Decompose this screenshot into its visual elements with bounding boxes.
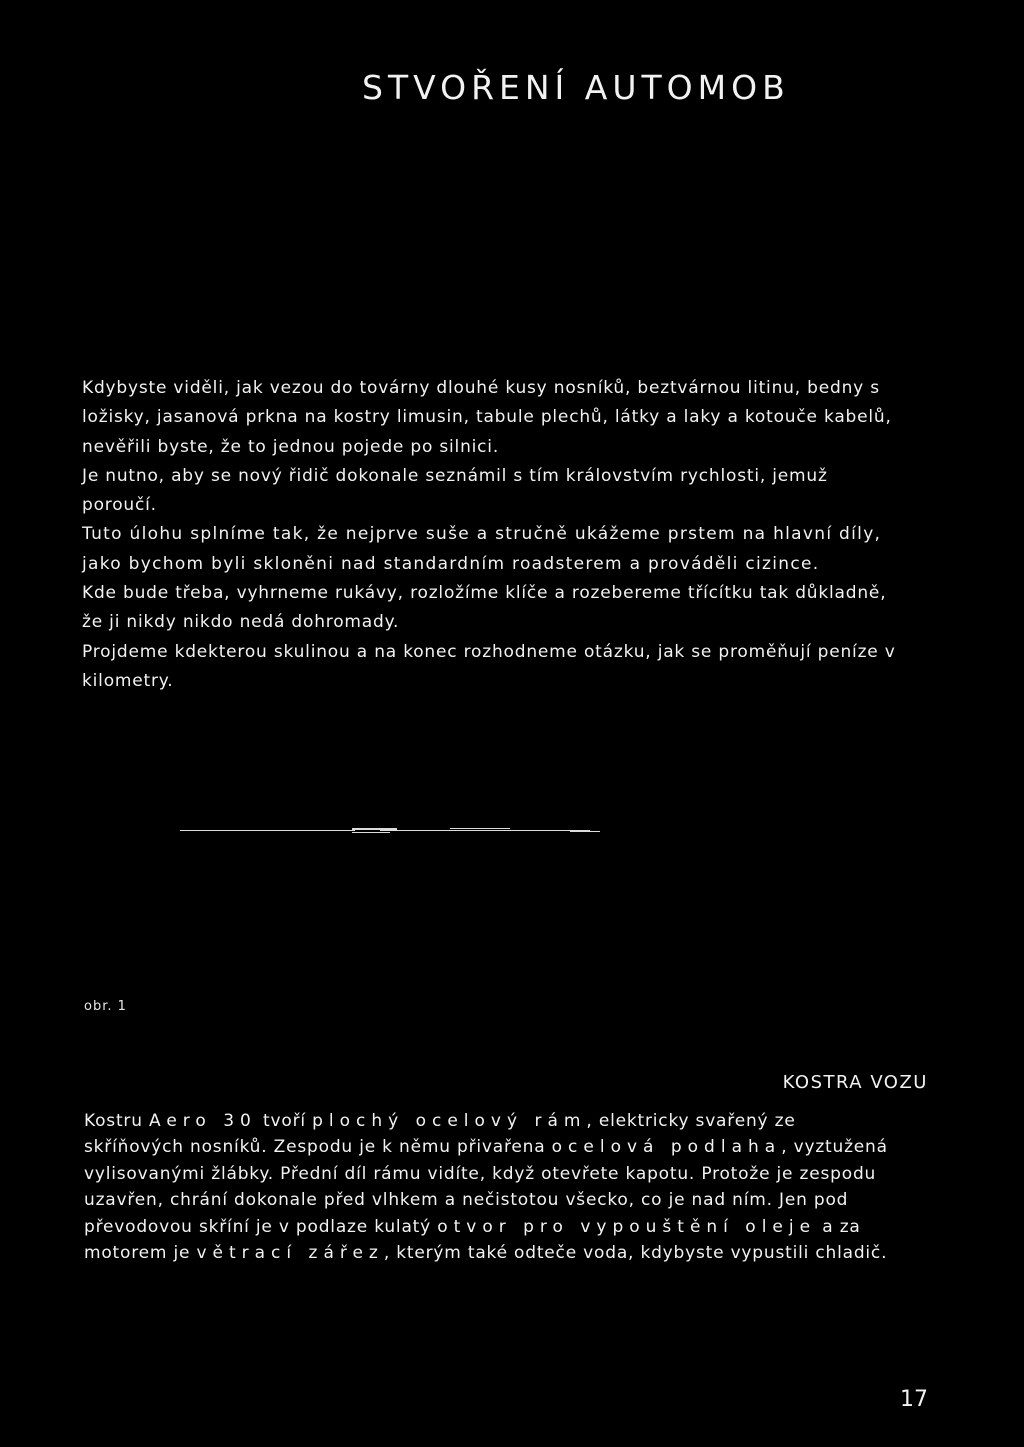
intro-paragraph: Je nutno, aby se nový řidič dokonale seznámil s tím královstvím rychlosti, jemuž poroučí. <box>82 465 828 516</box>
divider-line <box>352 832 390 833</box>
spaced-term: ocelová podlaha <box>551 1137 782 1158</box>
text-run: Kostru <box>84 1111 149 1131</box>
text-run: , elektricky svařený ze skříňových nosníků. Zespodu je k němu přivařena <box>84 1111 796 1158</box>
text-run: , kterým také odteče voda, kdybyste vypustili chladič. <box>383 1243 888 1264</box>
spaced-term: větrací zářez <box>196 1243 384 1264</box>
section-text <box>84 1108 896 1266</box>
page-title: STVOŘENÍ AUTOMOB <box>362 68 790 107</box>
section-heading: KOSTRA VOZU <box>782 1072 928 1093</box>
spaced-term: otvor pro vypouštění oleje <box>437 1216 817 1237</box>
text-run: tvoří <box>256 1111 313 1131</box>
figure-divider <box>180 825 600 841</box>
spaced-term: Aero 30 <box>149 1111 257 1131</box>
divider-line <box>380 830 590 831</box>
intro-paragraph: Kde bude třeba, vyhrneme rukávy, rozložíme klíče a rozebereme třícítku tak důkladně, že ji nikdy nikdo nedá dohromady. <box>82 583 887 633</box>
divider-line <box>180 830 355 831</box>
spaced-term: plochý ocelový rám <box>312 1111 587 1131</box>
intro-paragraph: Projdeme kdekterou skulinou a na konec rozhodneme otázku, jak se proměňují peníze v kilometry. <box>82 641 896 691</box>
intro-text <box>82 374 898 696</box>
divider-line <box>570 831 600 832</box>
intro-paragraph: Kdybyste viděli, jak vezou do továrny dlouhé kusy nosníků, beztvárnou litinu, bedny s ložisky, jasanová prkna na kostry limusin, tabule plechů, látky a laky a kotouče kabelů, nevěřili byste, že to jednou pojede po silnici. <box>82 378 892 457</box>
intro-paragraph: Tuto úlohu splníme tak, že nejprve suše a stručně ukážeme prstem na hlavní díly, jako bychom byli skloněni nad standardním roadsterem a prováděli cizince. <box>82 524 882 574</box>
text-run: , vyztužená vylisovanými žlábky. Přední díl rámu vidíte, když otevřete kapotu. Protože je zespodu uzavřen, chrání dokonale před vlhkem a nečistotou všecko, co je nad ním. Jen pod převodovou skříní je v podlaze kulatý <box>84 1137 888 1237</box>
page-number: 17 <box>900 1387 928 1412</box>
figure-label: obr. 1 <box>84 999 127 1014</box>
text-run: a za motorem je <box>84 1216 861 1264</box>
divider-line <box>450 828 510 829</box>
